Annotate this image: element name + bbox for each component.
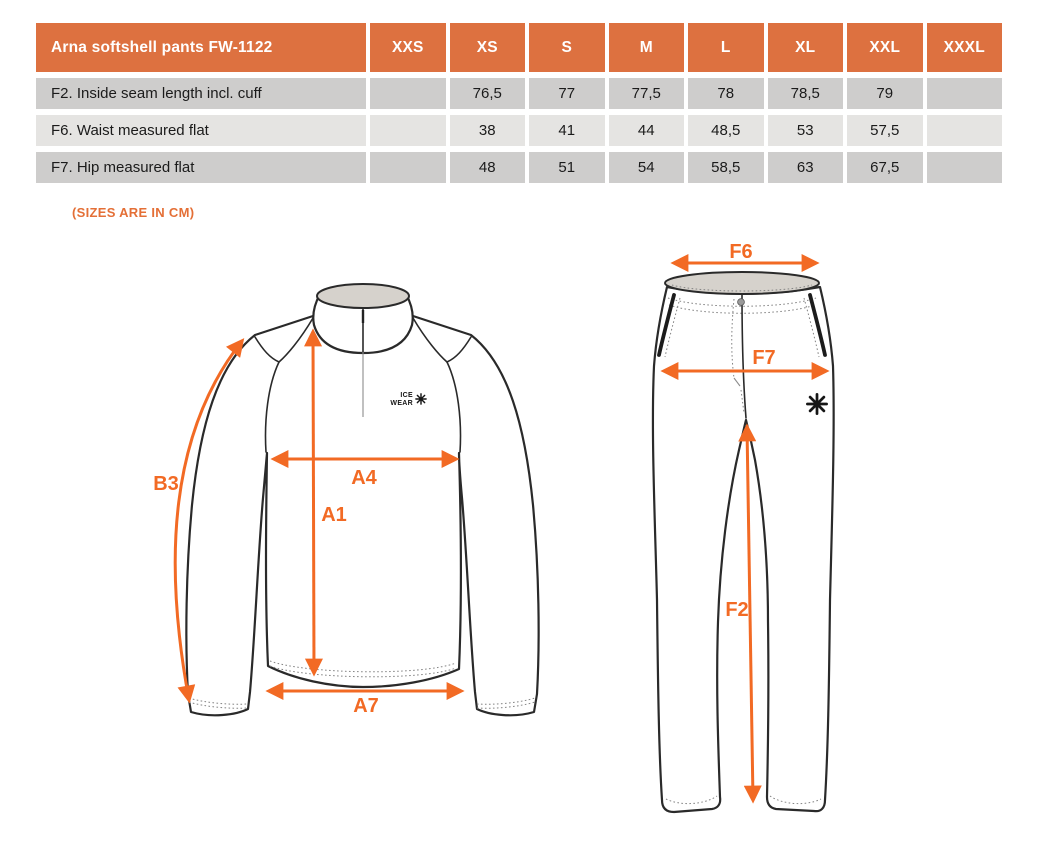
size-value-cell: 57,5 bbox=[847, 115, 923, 146]
sweater-diagram bbox=[153, 284, 538, 717]
size-value-cell bbox=[927, 78, 1003, 109]
size-value-cell: 41 bbox=[529, 115, 605, 146]
arrow-a1 bbox=[313, 332, 314, 673]
size-value-cell: 78,5 bbox=[768, 78, 844, 109]
size-value-cell: 76,5 bbox=[450, 78, 526, 109]
size-table bbox=[36, 23, 1002, 183]
label-a4: A4 bbox=[351, 467, 377, 489]
size-column-header: XXL bbox=[847, 23, 923, 72]
size-column-header: XXS bbox=[370, 23, 446, 72]
size-value-cell: 77 bbox=[529, 78, 605, 109]
measurement-diagrams bbox=[0, 236, 1038, 856]
size-column-header: XL bbox=[768, 23, 844, 72]
size-value-cell: 78 bbox=[688, 78, 764, 109]
label-b3: B3 bbox=[153, 473, 179, 495]
size-column-header: XXXL bbox=[927, 23, 1003, 72]
label-f6: F6 bbox=[729, 241, 753, 263]
collar-opening bbox=[317, 284, 409, 308]
measurement-row-label: F2. Inside seam length incl. cuff bbox=[36, 78, 366, 109]
waist-opening bbox=[665, 272, 819, 294]
size-value-cell: 67,5 bbox=[847, 152, 923, 183]
size-value-cell bbox=[370, 78, 446, 109]
snowflake-icon bbox=[807, 394, 826, 413]
svg-text:ICE: ICE bbox=[400, 392, 413, 399]
label-f2: F2 bbox=[725, 599, 749, 621]
size-value-cell: 44 bbox=[609, 115, 685, 146]
size-column-header: S bbox=[529, 23, 605, 72]
size-value-cell: 38 bbox=[450, 115, 526, 146]
size-value-cell bbox=[370, 152, 446, 183]
size-value-cell: 63 bbox=[768, 152, 844, 183]
label-a1: A1 bbox=[321, 504, 347, 526]
size-value-cell: 79 bbox=[847, 78, 923, 109]
size-value-cell: 51 bbox=[529, 152, 605, 183]
size-value-cell: 48 bbox=[450, 152, 526, 183]
snowflake-icon bbox=[416, 394, 426, 404]
size-value-cell: 53 bbox=[768, 115, 844, 146]
measurement-row-label: F6. Waist measured flat bbox=[36, 115, 366, 146]
sizes-unit-note: (SIZES ARE IN CM) bbox=[72, 205, 195, 220]
size-value-cell: 54 bbox=[609, 152, 685, 183]
size-value-cell: 48,5 bbox=[688, 115, 764, 146]
size-value-cell bbox=[370, 115, 446, 146]
size-column-header: M bbox=[609, 23, 685, 72]
size-value-cell: 58,5 bbox=[688, 152, 764, 183]
size-value-cell bbox=[927, 152, 1003, 183]
label-a7: A7 bbox=[353, 695, 379, 717]
svg-text:WEAR: WEAR bbox=[390, 400, 413, 407]
measurement-row-label: F7. Hip measured flat bbox=[36, 152, 366, 183]
size-column-header: XS bbox=[450, 23, 526, 72]
pants-diagram bbox=[653, 241, 834, 812]
label-f7: F7 bbox=[752, 347, 776, 369]
size-value-cell bbox=[927, 115, 1003, 146]
product-title-cell: Arna softshell pants FW-1122 bbox=[36, 23, 366, 72]
size-value-cell: 77,5 bbox=[609, 78, 685, 109]
size-column-header: L bbox=[688, 23, 764, 72]
waist-button bbox=[738, 299, 745, 306]
